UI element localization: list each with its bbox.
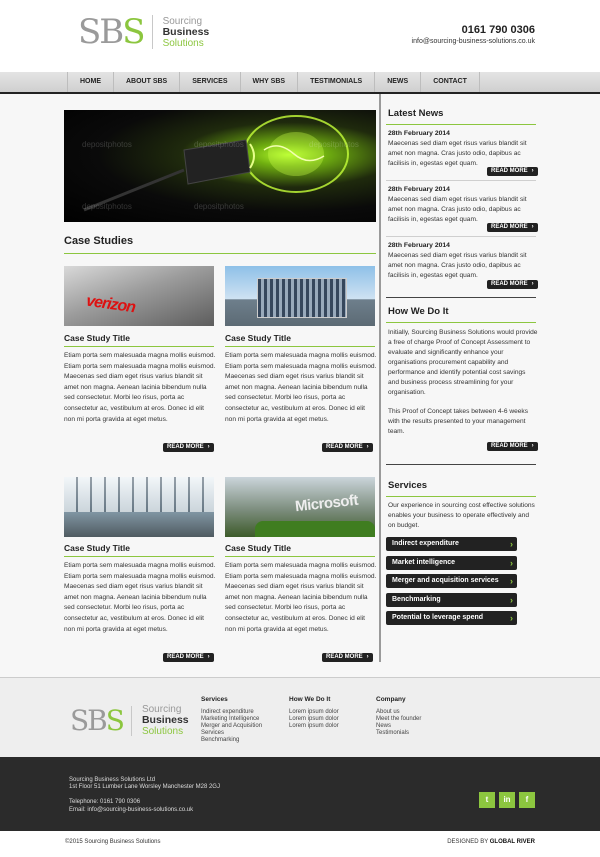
- main-nav: [0, 72, 600, 94]
- designed-by[interactable]: DESIGNED BY GLOBAL RIVER: [447, 839, 535, 845]
- service-indirect-expenditure[interactable]: Indirect expenditure ›: [386, 537, 517, 551]
- footer-link[interactable]: Merger and Acquisition: [201, 723, 263, 729]
- case-studies-heading: Case Studies: [64, 235, 134, 247]
- nav-services[interactable]: SERVICES: [180, 72, 240, 92]
- service-leverage-spend[interactable]: Potential to leverage spend ›: [386, 611, 517, 625]
- header-email[interactable]: info@sourcing-business-solutions.co.uk: [411, 38, 535, 45]
- news-date: 28th February 2014: [388, 186, 450, 193]
- footer-column-heading: Company: [376, 696, 406, 703]
- footer-column-how: [289, 696, 339, 730]
- read-more-button[interactable]: READ MORE ›: [487, 280, 538, 289]
- footer-address: 1st Floor 51 Lumber Lane Worsley Manchester M28 2GJ: [69, 784, 220, 790]
- nav-about[interactable]: ABOUT SBS: [114, 72, 180, 92]
- divider: [386, 124, 536, 125]
- how-we-do-it-heading: How We Do It: [388, 306, 449, 317]
- chevron-right-icon: ›: [510, 558, 513, 568]
- footer-column-services: [201, 696, 262, 744]
- chevron-right-icon: ›: [366, 654, 369, 660]
- service-benchmarking[interactable]: Benchmarking ›: [386, 593, 517, 607]
- footer-link[interactable]: Services: [201, 730, 225, 736]
- footer-link[interactable]: Meet the founder: [376, 716, 422, 722]
- watermark: depositphotos: [82, 140, 132, 149]
- footer-contact: [0, 757, 600, 831]
- case-study-image-building[interactable]: [225, 266, 375, 326]
- hedge-graphic: [255, 521, 375, 537]
- news-item: [388, 241, 538, 281]
- news-text: Maecenas sed diam eget risus varius blandit sit amet non magna. Cras justo odio, dapibus ac facilisis in, egestas eget quam.: [388, 140, 527, 167]
- building-graphic: [257, 278, 347, 318]
- chevron-right-icon: ›: [510, 539, 513, 549]
- case-study-title[interactable]: Case Study Title: [225, 333, 291, 343]
- read-more-button[interactable]: READ MORE ›: [322, 443, 373, 452]
- divider: [225, 556, 375, 557]
- verizon-logo: verizon: [85, 292, 137, 317]
- logo-mark: SBS: [78, 12, 144, 52]
- chevron-right-icon: ›: [531, 443, 534, 449]
- logo-wordmark: Sourcing Business Solutions: [162, 15, 210, 49]
- footer-column-heading: How We Do It: [289, 696, 331, 703]
- read-more-button[interactable]: READ MORE ›: [163, 653, 214, 662]
- read-more-button[interactable]: READ MORE ›: [487, 442, 538, 451]
- case-study-body: Etiam porta sem malesuada magna mollis euismod. Etiam porta sem malesuada magna mollis euismod. Maecenas sed diam eget risus varius blandit sit amet non magna. Aenean lacinia bibendum nulla sed consectetur. Morbi leo risus, porta ac consectetur ac, vestibulum at eros. Donec id elit non mi porta gravida at eget metus.: [64, 562, 216, 633]
- footer-links: [0, 677, 600, 757]
- footer-link[interactable]: Marketing Intelligence: [201, 716, 260, 722]
- nav-testimonials[interactable]: TESTIMONIALS: [298, 72, 375, 92]
- case-study-image-verizon[interactable]: [64, 266, 214, 326]
- logo-divider: [131, 706, 132, 736]
- site-header: [0, 0, 600, 72]
- chevron-right-icon: ›: [207, 654, 210, 660]
- footer-link[interactable]: Lorem ipsum dolor: [289, 716, 339, 722]
- watermark: depositphotos: [309, 140, 359, 149]
- divider: [386, 322, 536, 323]
- office-windows-graphic: [64, 477, 214, 512]
- footer-logo[interactable]: [70, 704, 189, 737]
- footer-column-heading: Services: [201, 696, 228, 703]
- divider: [64, 346, 214, 347]
- how-we-do-it-text: Initially, Sourcing Business Solutions would provide a free of charge Proof of Concept Assessment to evaluate and significantly enhance your organisations procurement capability and performance and identify potential cost savings and business process streamlining for your organisation.: [388, 329, 538, 396]
- divider: [64, 253, 376, 254]
- chevron-right-icon: ›: [366, 444, 369, 450]
- service-market-intelligence[interactable]: Market intelligence ›: [386, 556, 517, 570]
- site-logo[interactable]: [78, 14, 209, 50]
- divider: [386, 236, 536, 237]
- case-study-title[interactable]: Case Study Title: [64, 333, 130, 343]
- column-divider: [379, 94, 381, 662]
- read-more-button[interactable]: READ MORE ›: [487, 223, 538, 232]
- case-study-image-microsoft[interactable]: [225, 477, 375, 537]
- hero-lightbulb-image: [64, 110, 376, 222]
- case-study-image-office[interactable]: [64, 477, 214, 537]
- divider: [225, 346, 375, 347]
- footer-link[interactable]: Lorem ipsum dolor: [289, 709, 339, 715]
- watermark: depositphotos: [82, 202, 132, 211]
- services-heading: Services: [388, 480, 428, 491]
- news-item: [388, 129, 538, 169]
- case-study-body: Etiam porta sem malesuada magna mollis euismod. Etiam porta sem malesuada magna mollis euismod. Maecenas sed diam eget risus varius blandit sit amet non magna. Aenean lacinia bibendum nulla sed consectetur. Morbi leo risus, porta ac consectetur ac, vestibulum at eros. Donec id elit non mi porta gravida at eget metus.: [64, 352, 216, 423]
- read-more-button[interactable]: READ MORE ›: [322, 653, 373, 662]
- footer-link[interactable]: Indirect expenditure: [201, 709, 254, 715]
- chevron-right-icon: ›: [510, 595, 513, 605]
- chevron-right-icon: ›: [531, 224, 534, 230]
- chevron-right-icon: ›: [510, 613, 513, 623]
- watermark: depositphotos: [194, 202, 244, 211]
- nav-why-sbs[interactable]: WHY SBS: [241, 72, 299, 92]
- latest-news-heading: Latest News: [388, 108, 444, 119]
- nav-home[interactable]: HOME: [67, 72, 114, 92]
- news-date: 28th February 2014: [388, 242, 450, 249]
- footer-telephone: Telephone: 0161 790 0306: [69, 799, 141, 805]
- news-text: Maecenas sed diam eget risus varius blandit sit amet non magna. Cras justo odio, dapibus ac facilisis in, egestas eget quam.: [388, 196, 527, 223]
- footer-link[interactable]: Lorem ipsum dolor: [289, 723, 339, 729]
- divider: [386, 464, 536, 465]
- news-date: 28th February 2014: [388, 130, 450, 137]
- chevron-right-icon: ›: [510, 576, 513, 586]
- service-merger-acquisition[interactable]: Merger and acquisition services ›: [386, 574, 517, 588]
- logo-wordmark: Sourcing Business Solutions: [141, 704, 189, 737]
- twitter-icon[interactable]: t: [479, 792, 495, 808]
- header-phone: 0161 790 0306: [461, 24, 535, 36]
- chevron-right-icon: ›: [531, 168, 534, 174]
- logo-divider: [152, 15, 153, 49]
- read-more-button[interactable]: READ MORE ›: [487, 167, 538, 176]
- case-study-body: Etiam porta sem malesuada magna mollis euismod. Etiam porta sem malesuada magna mollis euismod. Maecenas sed diam eget risus varius blandit sit amet non magna. Aenean lacinia bibendum nulla sed consectetur. Morbi leo risus, porta ac consectetur ac, vestibulum at eros. Donec id elit non mi porta gravida at eget metus.: [225, 562, 377, 633]
- news-item: [388, 185, 538, 225]
- main-content: [0, 94, 600, 677]
- case-study-body: Etiam porta sem malesuada magna mollis euismod. Etiam porta sem malesuada magna mollis euismod. Maecenas sed diam eget risus varius blandit sit amet non magna. Aenean lacinia bibendum nulla sed consectetur. Morbi leo risus, porta ac consectetur ac, vestibulum at eros. Donec id elit non mi porta gravida at eget metus.: [225, 352, 377, 423]
- microsoft-sign: Microsoft: [294, 491, 359, 516]
- footer-column-company: [376, 696, 421, 737]
- footer-link[interactable]: Benchmarking: [201, 737, 240, 743]
- services-intro: Our experience in sourcing cost effective solutions enables your business to operate effectively and on budget.: [388, 502, 535, 529]
- logo-mark: SBS: [70, 703, 123, 737]
- footer-link[interactable]: News: [376, 723, 392, 729]
- case-study-title[interactable]: Case Study Title: [225, 543, 291, 553]
- nav-news[interactable]: NEWS: [375, 72, 421, 92]
- copyright-text: ©2015 Sourcing Business Solutions: [65, 839, 161, 845]
- divider: [386, 496, 536, 497]
- how-we-do-it-text-2: This Proof of Concept takes between 4-6 weeks with the results presented to your management team.: [388, 408, 529, 435]
- footer-company-name: Sourcing Business Solutions Ltd: [69, 777, 156, 783]
- case-study-title[interactable]: Case Study Title: [64, 543, 130, 553]
- watermark: depositphotos: [194, 140, 244, 149]
- footer-email[interactable]: Email: info@sourcing-business-solutions.co.uk: [69, 807, 194, 813]
- footer-link[interactable]: About us: [376, 709, 400, 715]
- divider: [386, 180, 536, 181]
- chevron-right-icon: ›: [531, 281, 534, 287]
- divider: [386, 297, 536, 298]
- footer-link[interactable]: Testimonials: [376, 730, 410, 736]
- news-text: Maecenas sed diam eget risus varius blandit sit amet non magna. Cras justo odio, dapibus ac facilisis in, egestas eget quam.: [388, 252, 527, 279]
- chevron-right-icon: ›: [207, 444, 210, 450]
- linkedin-icon[interactable]: in: [499, 792, 515, 808]
- facebook-icon[interactable]: f: [519, 792, 535, 808]
- read-more-button[interactable]: READ MORE ›: [163, 443, 214, 452]
- nav-contact[interactable]: CONTACT: [421, 72, 480, 92]
- divider: [64, 556, 214, 557]
